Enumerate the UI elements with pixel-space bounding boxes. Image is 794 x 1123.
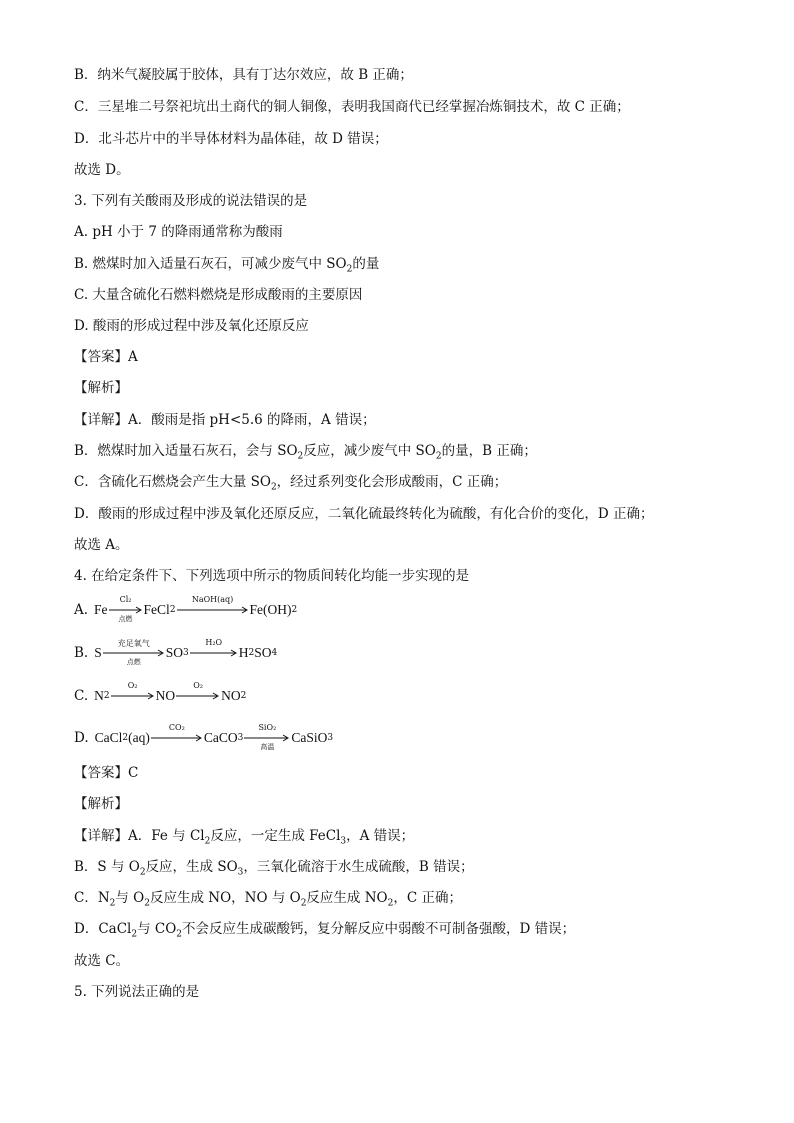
q4-option-a: A. Fe Cl₂ 点燃 FeCl 2 NaOH(aq) Fe(OH) 2 bbox=[74, 595, 298, 623]
q4-option-c: C. N 2 O₂ NO O₂ NO 2 bbox=[74, 681, 247, 704]
text-line: C．三星堆二号祭祀坑出土商代的铜人铜像，表明我国商代已经掌握冶炼铜技术，故 C 正确； bbox=[74, 99, 630, 115]
q3-option-a: A. pH 小于 7 的降雨通常称为酸雨 bbox=[74, 224, 283, 240]
q3-option-d: D. 酸雨的形成过程中涉及氧化还原反应 bbox=[74, 318, 309, 334]
reaction-arrow: H₂O bbox=[190, 649, 238, 657]
q3-option-c: C. 大量含硫化石燃料燃烧是形成酸雨的主要原因 bbox=[74, 287, 363, 303]
question-4: 4. 在给定条件下、下列选项中所示的物质间转化均能一步实现的是 bbox=[74, 568, 470, 584]
question-5: 5. 下列说法正确的是 bbox=[74, 984, 200, 1000]
q3-option-b: B. 燃煤时加入适量石灰石，可减少废气中 $SO_2$的量 bbox=[74, 256, 380, 275]
reaction-arrow: O₂ bbox=[111, 692, 155, 700]
detail-3c: C．含硫化石燃烧会产生大量 $SO_2$，经过系列变化会形成酸雨，C 正确； bbox=[74, 474, 508, 493]
text-line: D．北斗芯片中的半导体材料为晶体硅，故 D 错误； bbox=[74, 131, 388, 147]
text-line: B．纳米气凝胶属于胶体，具有丁达尔效应，故 B 正确； bbox=[74, 67, 413, 83]
detail-4b: B．S 与 $O_2$反应，生成 $SO_3$，三氧化硫溶于水生成硫酸，B 错误； bbox=[74, 859, 474, 878]
reaction-arrow: 充足氧气 点燃 bbox=[103, 649, 165, 657]
analysis-4-heading: 【解析】 bbox=[74, 796, 128, 812]
detail-4c: C．$N_2$与 $O_2$反应生成 NO，NO 与 $O_2$反应生成 $NO_2$，C 正确； bbox=[74, 890, 462, 909]
reaction-arrow: NaOH(aq) bbox=[177, 606, 249, 614]
q4-option-d: D. CaCl 2 (aq) CO₂ CaCO 3 SiO₂ 高温 CaSiO 3 bbox=[74, 723, 334, 751]
answer-3: 【答案】A bbox=[74, 349, 138, 365]
reaction-arrow: CO₂ bbox=[151, 734, 203, 742]
reaction-arrow: O₂ bbox=[176, 692, 220, 700]
detail-3a: 【详解】A．酸雨是指 pH<5.6 的降雨，A 错误； bbox=[74, 412, 376, 428]
detail-4d: D．CaCl$_2$与 $CO_2$不会反应生成碳酸钙，复分解反应中弱酸不可制备强酸，D 错误； bbox=[74, 921, 576, 940]
detail-3d: D．酸雨的形成过程中涉及氧化还原反应，二氧化硫最终转化为硫酸，有化合价的变化，D 正确； bbox=[74, 506, 654, 522]
q4-option-b: B. S 充足氧气 点燃 SO 3 H₂O H 2 SO 4 bbox=[74, 638, 278, 666]
answer-4: 【答案】C bbox=[74, 765, 139, 781]
conclusion-4: 故选 C。 bbox=[74, 953, 130, 969]
question-3: 3. 下列有关酸雨及形成的说法错误的是 bbox=[74, 193, 308, 209]
conclusion-3: 故选 A。 bbox=[74, 537, 129, 553]
text-line: 故选 D。 bbox=[74, 162, 130, 178]
analysis-3-heading: 【解析】 bbox=[74, 380, 128, 396]
detail-3b: B．燃煤时加入适量石灰石，会与 $SO_2$反应，减少废气中 $SO_2$的量，B 正确； bbox=[74, 443, 537, 462]
detail-4a: 【详解】A．Fe 与 $Cl_2$反应，一定生成 FeCl$_3$，A 错误； bbox=[74, 828, 415, 847]
reaction-arrow: Cl₂ 点燃 bbox=[109, 606, 143, 614]
reaction-arrow: SiO₂ 高温 bbox=[244, 734, 290, 742]
